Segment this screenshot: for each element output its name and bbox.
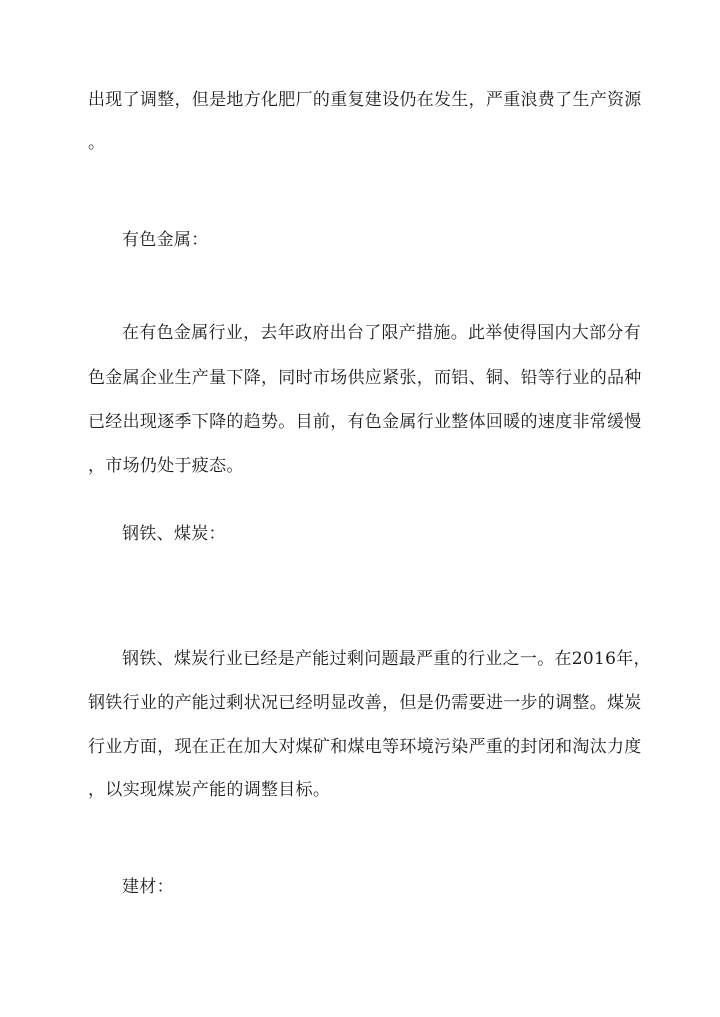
paragraph-line: 钢铁行业的产能过剩状况已经明显改善，但是仍需要进一步的调整。煤炭 [88, 693, 642, 713]
paragraph-line: 已经出现逐季下降的趋势。目前，有色金属行业整体回暖的速度非常缓慢 [88, 412, 642, 432]
section-heading: 建材： [122, 877, 174, 897]
paragraph-line: 行业方面，现在正在加大对煤矿和煤电等环境污染严重的封闭和淘汰力度 [88, 737, 642, 757]
paragraph-line: 。 [88, 133, 106, 153]
section-heading: 有色金属： [122, 230, 209, 250]
paragraph-line: 钢铁、煤炭行业已经是产能过剩问题最严重的行业之一。在2016年， [122, 649, 651, 669]
section-heading: 钢铁、煤炭： [122, 524, 226, 544]
paragraph-line: 出现了调整，但是地方化肥厂的重复建设仍在发生，严重浪费了生产资源 [88, 90, 642, 110]
paragraph-line: 色金属企业生产量下降，同时市场供应紧张，而铝、铜、铅等行业的品种 [88, 368, 642, 388]
paragraph-line: ，市场仍处于疲态。 [88, 456, 244, 476]
paragraph-line: ，以实现煤炭产能的调整目标。 [88, 780, 331, 800]
paragraph-line: 在有色金属行业，去年政府出台了限产措施。此举使得国内大部分有 [122, 323, 641, 343]
